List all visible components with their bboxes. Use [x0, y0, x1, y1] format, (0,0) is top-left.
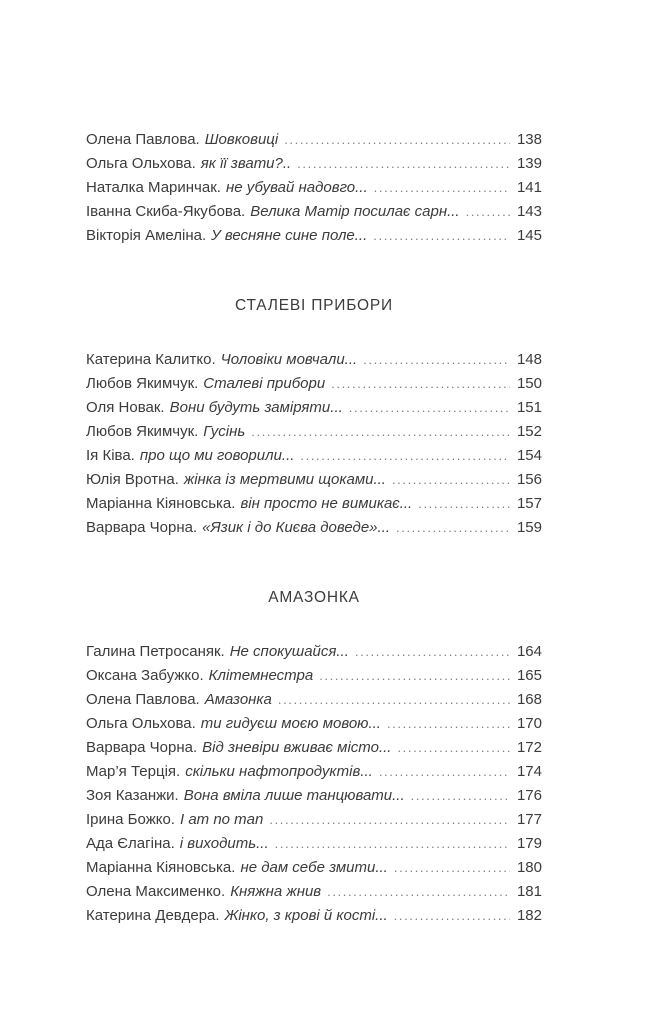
dot-leader — [392, 468, 510, 492]
dot-leader — [396, 516, 510, 540]
entry-page-number: 164 — [516, 643, 542, 660]
dot-leader — [275, 832, 510, 856]
entry-author: Юлія Вротна. — [86, 471, 179, 488]
entry-page-number: 138 — [516, 131, 542, 148]
toc-entry — [86, 784, 542, 808]
toc-entry — [86, 856, 542, 880]
toc-entry — [86, 396, 542, 420]
entry-author: Олена Павлова. — [86, 691, 200, 708]
entry-page-number: 148 — [516, 351, 542, 368]
entry-page-number: 151 — [516, 399, 542, 416]
toc-entry — [86, 152, 542, 176]
toc-section-intro — [86, 128, 542, 248]
entry-page-number: 179 — [516, 835, 542, 852]
entry-title: Від зневіри вживає місто... — [202, 739, 392, 756]
entry-title: не дам себе змити... — [240, 859, 388, 876]
entry-title: Княжна жнив — [230, 883, 322, 900]
entry-title: ти гидуєш моєю мовою... — [200, 715, 381, 732]
entry-author: Варвара Чорна. — [86, 739, 198, 756]
entry-title: Вони будуть заміряти... — [169, 399, 343, 416]
toc-entry — [86, 468, 542, 492]
toc-entry — [86, 128, 542, 152]
toc-entry — [86, 664, 542, 688]
entry-page-number: 174 — [516, 763, 542, 780]
entry-author: Ада Єлагіна. — [86, 835, 175, 852]
entry-title: і виходить... — [179, 835, 269, 852]
entry-page-number: 150 — [516, 375, 542, 392]
toc-entry — [86, 736, 542, 760]
dot-leader — [397, 736, 510, 760]
dot-leader — [387, 712, 510, 736]
dot-leader — [394, 856, 510, 880]
entry-author: Ірина Божко. — [86, 811, 175, 828]
entry-author: Мар’я Терція. — [86, 763, 181, 780]
entry-page-number: 170 — [516, 715, 542, 732]
entry-page-number: 181 — [516, 883, 542, 900]
dot-leader — [284, 128, 510, 152]
entry-page-number: 180 — [516, 859, 542, 876]
toc-entry — [86, 372, 542, 396]
toc-section-stalevi-prybory — [86, 294, 542, 540]
toc-entry — [86, 444, 542, 468]
entry-author: Вікторія Амеліна. — [86, 227, 207, 244]
entry-author: Оксана Забужко. — [86, 667, 204, 684]
toc-entry — [86, 224, 542, 248]
entry-author: Варвара Чорна. — [86, 519, 198, 536]
entry-author: Ія Ківа. — [86, 447, 135, 464]
toc-entry — [86, 420, 542, 444]
entry-author: Оля Новак. — [86, 399, 165, 416]
dot-leader — [278, 688, 510, 712]
entry-author: Іванна Скиба-Якубова. — [86, 203, 246, 220]
entry-author: Катерина Калитко. — [86, 351, 216, 368]
dot-leader — [374, 176, 510, 200]
dot-leader — [251, 420, 510, 444]
entry-author: Маріанна Кіяновська. — [86, 495, 236, 512]
entry-author: Олена Павлова. — [86, 131, 200, 148]
toc-entry — [86, 348, 542, 372]
dot-leader — [300, 444, 510, 468]
entry-title: «Язик і до Києва доведе»... — [202, 519, 391, 536]
toc-entry — [86, 904, 542, 928]
entry-title: Вона вміла лише танцювати... — [183, 787, 405, 804]
entry-page-number: 168 — [516, 691, 542, 708]
entry-author: Любов Якимчук. — [86, 375, 199, 392]
entry-title: жінка із мертвими щоками... — [183, 471, 386, 488]
dot-leader — [349, 396, 510, 420]
entry-page-number: 182 — [516, 907, 542, 924]
entry-page-number: 177 — [516, 811, 542, 828]
entry-page-number: 165 — [516, 667, 542, 684]
entry-title: Шовковиці — [204, 131, 279, 148]
toc-entry — [86, 640, 542, 664]
dot-leader — [355, 640, 510, 664]
dot-leader — [394, 904, 510, 928]
entry-page-number: 172 — [516, 739, 542, 756]
toc-entries — [86, 348, 542, 540]
entry-title: У весняне сине поле... — [211, 227, 368, 244]
section-heading: АМАЗОНКА — [268, 589, 360, 606]
entry-title: про що ми говорили... — [139, 447, 295, 464]
toc-entry — [86, 200, 542, 224]
entry-page-number: 176 — [516, 787, 542, 804]
section-heading: СТАЛЕВІ ПРИБОРИ — [235, 297, 393, 314]
dot-leader — [269, 808, 510, 832]
dot-leader — [466, 200, 510, 224]
dot-leader — [319, 664, 510, 688]
entry-page-number: 156 — [516, 471, 542, 488]
toc-entry — [86, 808, 542, 832]
entry-title: Чоловіки мовчали... — [220, 351, 358, 368]
dot-leader — [379, 760, 510, 784]
entry-title: Клітемнестра — [208, 667, 314, 684]
dot-leader — [418, 492, 510, 516]
entry-title: Не спокушайся... — [229, 643, 349, 660]
dot-leader — [331, 372, 510, 396]
entry-page-number: 157 — [516, 495, 542, 512]
entry-author: Катерина Девдера. — [86, 907, 220, 924]
entry-page-number: 154 — [516, 447, 542, 464]
entry-author: Олена Максименко. — [86, 883, 226, 900]
entry-title: I am no man — [179, 811, 264, 828]
entry-page-number: 145 — [516, 227, 542, 244]
entry-author: Наталка Маринчак. — [86, 179, 221, 196]
toc-entry — [86, 880, 542, 904]
entry-title: Сталеві прибори — [203, 375, 326, 392]
entry-page-number: 159 — [516, 519, 542, 536]
toc-entry — [86, 492, 542, 516]
entry-title: Амазонка — [204, 691, 272, 708]
toc-entry — [86, 688, 542, 712]
entry-title: Гусінь — [203, 423, 246, 440]
entry-author: Ольга Ольхова. — [86, 155, 196, 172]
toc-entry — [86, 760, 542, 784]
toc-entries — [86, 640, 542, 928]
entry-author: Ольга Ольхова. — [86, 715, 196, 732]
dot-leader — [363, 348, 510, 372]
dot-leader — [411, 784, 510, 808]
entry-title: скільки нафтопродуктів... — [185, 763, 373, 780]
entry-title: Жінко, з крові й кості... — [224, 907, 388, 924]
entry-title: не убувай надовго... — [225, 179, 368, 196]
toc-entry — [86, 176, 542, 200]
entry-title: Велика Матір посилає сарн... — [250, 203, 460, 220]
entry-author: Маріанна Кіяновська. — [86, 859, 236, 876]
entry-author: Зоя Казанжи. — [86, 787, 179, 804]
dot-leader — [327, 880, 510, 904]
entry-author: Галина Петросаняк. — [86, 643, 225, 660]
dot-leader — [297, 152, 510, 176]
entry-title: він просто не вимикає... — [240, 495, 413, 512]
toc-section-amazonka — [86, 586, 542, 928]
toc-entry — [86, 516, 542, 540]
dot-leader — [373, 224, 510, 248]
entry-page-number: 141 — [516, 179, 542, 196]
toc-entry — [86, 712, 542, 736]
entry-page-number: 143 — [516, 203, 542, 220]
entry-title: як її звати?.. — [200, 155, 292, 172]
toc-entries — [86, 128, 542, 248]
entry-page-number: 152 — [516, 423, 542, 440]
toc-entry — [86, 832, 542, 856]
entry-page-number: 139 — [516, 155, 542, 172]
entry-author: Любов Якимчук. — [86, 423, 199, 440]
